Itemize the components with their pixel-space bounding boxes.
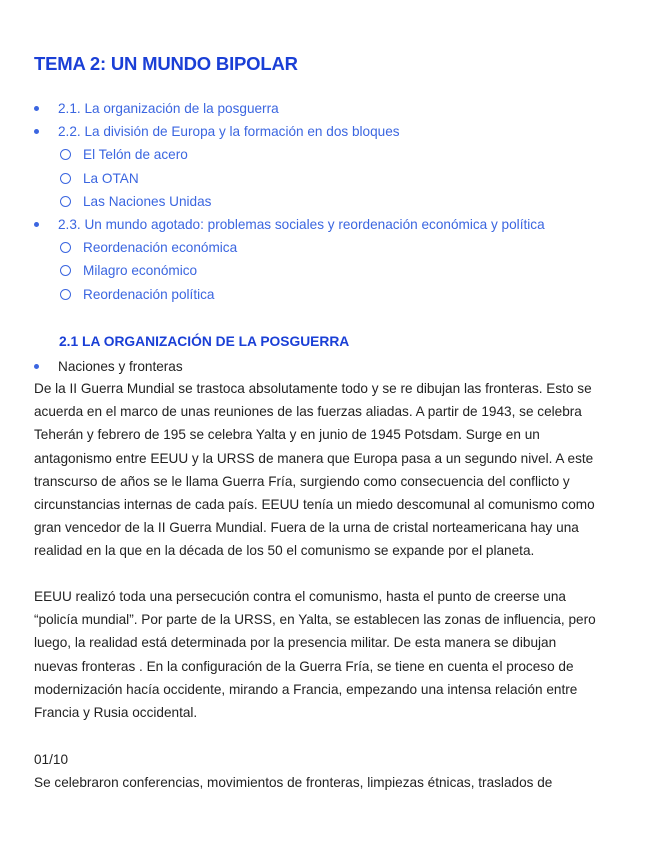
- text-line: realidad en la que en la década de los 50 el comunismo se expande por el planeta.: [34, 543, 535, 559]
- text-line: De la II Guerra Mundial se trastoca absolutamente todo y se re dibujan las fronteras. Esto se: [34, 381, 592, 396]
- toc-item-label[interactable]: 2.2. La división de Europa y la formación en dos bloques: [58, 124, 400, 140]
- text-line: transcurso de años se le llama Guerra Fría, surgiendo como consecuencia del conflicto y: [34, 473, 570, 489]
- paragraph-2: [34, 585, 624, 724]
- toc-item[interactable]: [0, 286, 656, 309]
- bullet-circle-icon: [60, 265, 71, 276]
- text-line: EEUU realizó toda una persecución contra el comunismo, hasta el punto de creerse una: [34, 589, 566, 604]
- text-line: gran vencedor de la II Guerra Mundial. Fuera de la urna de cristal norteamericana hay una: [34, 520, 579, 536]
- toc-item[interactable]: [0, 123, 656, 146]
- toc-item-label[interactable]: Milagro económico: [83, 263, 198, 279]
- table-of-contents: [0, 100, 656, 309]
- text-line: acuerda en el marco de unas reuniones de las fuerzas aliadas. A partir de 1943, se celebra: [34, 404, 582, 420]
- bullet-circle-icon: [60, 242, 71, 253]
- sub-bullet-label: Naciones y fronteras: [58, 359, 183, 374]
- text-line: Teherán y febrero de 195 se celebra Yalta y en junio de 1945 Potsdam. Surge en un: [34, 427, 540, 443]
- toc-item-label[interactable]: 2.1. La organización de la posguerra: [58, 101, 279, 116]
- bullet-circle-icon: [60, 196, 71, 207]
- sub-bullet-item: [0, 357, 656, 377]
- toc-item-label[interactable]: 2.3. Un mundo agotado: problemas sociales y reordenación económica y política: [58, 216, 545, 232]
- bullet-circle-icon: [60, 173, 71, 184]
- bullet-dot-icon: [34, 222, 39, 227]
- toc-item-label[interactable]: La OTAN: [83, 170, 139, 186]
- paragraph-1: [34, 377, 624, 563]
- bullet-circle-icon: [60, 149, 71, 160]
- toc-item[interactable]: [0, 170, 656, 193]
- toc-item[interactable]: [0, 146, 656, 169]
- text-line: luego, la realidad está determinada por la presencia militar. De esta manera se dibujan: [34, 635, 557, 651]
- date-note: 01/10: [34, 752, 69, 767]
- text-line: antagonismo entre EEUU y la URSS de manera que Europa pasa a un segundo nivel. A este: [34, 450, 594, 466]
- section-heading: 2.1 LA ORGANIZACIÓN DE LA POSGUERRA: [59, 334, 350, 349]
- toc-item[interactable]: [0, 262, 656, 285]
- text-line: Se celebraron conferencias, movimientos de fronteras, limpiezas étnicas, traslados de: [34, 775, 553, 791]
- toc-item[interactable]: [0, 193, 656, 216]
- text-line: “policía mundial”. Por parte de la URSS, en Yalta, se establecen las zonas de influencia, pero: [34, 612, 596, 628]
- bullet-dot-icon: [34, 364, 39, 369]
- text-line: modernización hacía occidente, mirando a Francia, empezando una intensa relación entre: [34, 681, 578, 697]
- bullet-circle-icon: [60, 289, 71, 300]
- toc-item-label[interactable]: Reordenación económica: [83, 240, 238, 256]
- toc-item-label[interactable]: Las Naciones Unidas: [83, 193, 212, 209]
- toc-item[interactable]: [0, 216, 656, 239]
- paragraph-3: [34, 748, 624, 794]
- toc-item[interactable]: [0, 100, 656, 123]
- toc-item[interactable]: [0, 239, 656, 262]
- page-title: TEMA 2: UN MUNDO BIPOLAR: [34, 53, 298, 74]
- text-line: Francia y Rusia occidental.: [34, 705, 198, 721]
- toc-item-label[interactable]: El Telón de acero: [83, 147, 188, 163]
- text-line: nuevas fronteras . En la configuración de la Guerra Fría, se tiene en cuenta el proceso de: [34, 658, 574, 674]
- toc-item-label[interactable]: Reordenación política: [83, 286, 215, 302]
- bullet-dot-icon: [34, 129, 39, 134]
- text-line: circunstancias internas de cada país. EEUU tenía un miedo descomunal al comunismo como: [34, 497, 595, 513]
- bullet-dot-icon: [34, 106, 39, 111]
